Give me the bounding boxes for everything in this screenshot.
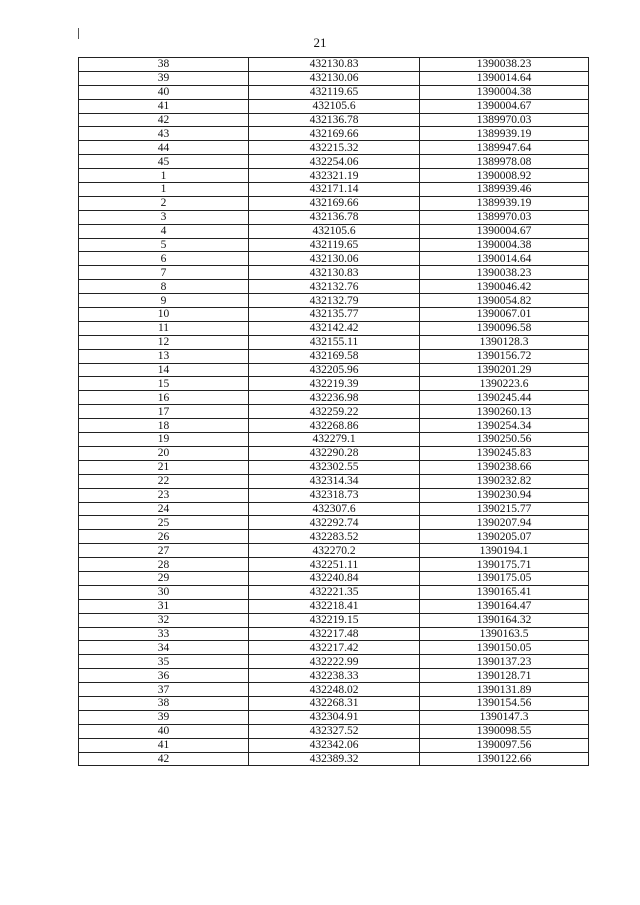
y-coordinate-cell: 1390223.6 <box>420 377 589 391</box>
point-number-cell: 23 <box>79 488 249 502</box>
table-row <box>79 335 589 349</box>
table-row <box>79 266 589 280</box>
table-row <box>79 724 589 738</box>
point-number-cell: 29 <box>79 571 249 585</box>
point-number-cell: 45 <box>79 155 249 169</box>
x-coordinate-cell: 432169.66 <box>249 196 420 210</box>
x-coordinate-cell: 432215.32 <box>249 141 420 155</box>
x-coordinate-cell: 432248.02 <box>249 683 420 697</box>
point-number-cell: 31 <box>79 599 249 613</box>
x-coordinate-cell: 432217.48 <box>249 627 420 641</box>
y-coordinate-cell: 1390131.89 <box>420 683 589 697</box>
point-number-cell: 40 <box>79 724 249 738</box>
point-number-cell: 22 <box>79 474 249 488</box>
x-coordinate-cell: 432342.06 <box>249 738 420 752</box>
x-coordinate-cell: 432105.6 <box>249 224 420 238</box>
table-row <box>79 252 589 266</box>
x-coordinate-cell: 432236.98 <box>249 391 420 405</box>
table-row <box>79 641 589 655</box>
table-row <box>79 71 589 85</box>
x-coordinate-cell: 432130.06 <box>249 252 420 266</box>
x-coordinate-cell: 432119.65 <box>249 85 420 99</box>
point-number-cell: 11 <box>79 321 249 335</box>
y-coordinate-cell: 1390014.64 <box>420 71 589 85</box>
y-coordinate-cell: 1390175.71 <box>420 558 589 572</box>
point-number-cell: 44 <box>79 141 249 155</box>
table-row <box>79 391 589 405</box>
y-coordinate-cell: 1390245.44 <box>420 391 589 405</box>
point-number-cell: 16 <box>79 391 249 405</box>
x-coordinate-cell: 432219.15 <box>249 613 420 627</box>
x-coordinate-cell: 432119.65 <box>249 238 420 252</box>
table-row <box>79 210 589 224</box>
y-coordinate-cell: 1390004.38 <box>420 85 589 99</box>
point-number-cell: 41 <box>79 738 249 752</box>
x-coordinate-cell: 432321.19 <box>249 169 420 183</box>
point-number-cell: 32 <box>79 613 249 627</box>
y-coordinate-cell: 1390154.56 <box>420 696 589 710</box>
table-row <box>79 321 589 335</box>
x-coordinate-cell: 432268.31 <box>249 696 420 710</box>
table-row <box>79 544 589 558</box>
x-coordinate-cell: 432105.6 <box>249 99 420 113</box>
y-coordinate-cell: 1389947.64 <box>420 141 589 155</box>
x-coordinate-cell: 432136.78 <box>249 210 420 224</box>
point-number-cell: 8 <box>79 280 249 294</box>
point-number-cell: 5 <box>79 238 249 252</box>
table-row <box>79 752 589 766</box>
x-coordinate-cell: 432219.39 <box>249 377 420 391</box>
table-row <box>79 196 589 210</box>
x-coordinate-cell: 432304.91 <box>249 710 420 724</box>
y-coordinate-cell: 1390164.47 <box>420 599 589 613</box>
coordinates-table <box>78 57 589 766</box>
y-coordinate-cell: 1390201.29 <box>420 363 589 377</box>
x-coordinate-cell: 432142.42 <box>249 321 420 335</box>
y-coordinate-cell: 1390128.71 <box>420 669 589 683</box>
x-coordinate-cell: 432132.79 <box>249 294 420 308</box>
x-coordinate-cell: 432132.76 <box>249 280 420 294</box>
y-coordinate-cell: 1389939.19 <box>420 127 589 141</box>
y-coordinate-cell: 1390215.77 <box>420 502 589 516</box>
point-number-cell: 38 <box>79 696 249 710</box>
point-number-cell: 40 <box>79 85 249 99</box>
x-coordinate-cell: 432155.11 <box>249 335 420 349</box>
x-coordinate-cell: 432169.66 <box>249 127 420 141</box>
x-coordinate-cell: 432130.83 <box>249 58 420 72</box>
table-row <box>79 308 589 322</box>
point-number-cell: 12 <box>79 335 249 349</box>
y-coordinate-cell: 1390164.32 <box>420 613 589 627</box>
y-coordinate-cell: 1390250.56 <box>420 433 589 447</box>
table-row <box>79 405 589 419</box>
x-coordinate-cell: 432135.77 <box>249 308 420 322</box>
point-number-cell: 42 <box>79 113 249 127</box>
y-coordinate-cell: 1390163.5 <box>420 627 589 641</box>
table-row <box>79 460 589 474</box>
x-coordinate-cell: 432130.83 <box>249 266 420 280</box>
x-coordinate-cell: 432318.73 <box>249 488 420 502</box>
y-coordinate-cell: 1390122.66 <box>420 752 589 766</box>
table-row <box>79 655 589 669</box>
point-number-cell: 39 <box>79 710 249 724</box>
point-number-cell: 35 <box>79 655 249 669</box>
table-row <box>79 558 589 572</box>
table-row <box>79 474 589 488</box>
table-row <box>79 155 589 169</box>
point-number-cell: 18 <box>79 419 249 433</box>
table-row <box>79 58 589 72</box>
y-coordinate-cell: 1390165.41 <box>420 585 589 599</box>
x-coordinate-cell: 432302.55 <box>249 460 420 474</box>
point-number-cell: 43 <box>79 127 249 141</box>
y-coordinate-cell: 1390046.42 <box>420 280 589 294</box>
y-coordinate-cell: 1390147.3 <box>420 710 589 724</box>
y-coordinate-cell: 1390038.23 <box>420 266 589 280</box>
y-coordinate-cell: 1390097.56 <box>420 738 589 752</box>
x-coordinate-cell: 432283.52 <box>249 530 420 544</box>
y-coordinate-cell: 1390004.67 <box>420 99 589 113</box>
point-number-cell: 20 <box>79 446 249 460</box>
x-coordinate-cell: 432279.1 <box>249 433 420 447</box>
point-number-cell: 28 <box>79 558 249 572</box>
point-number-cell: 17 <box>79 405 249 419</box>
point-number-cell: 30 <box>79 585 249 599</box>
point-number-cell: 42 <box>79 752 249 766</box>
point-number-cell: 4 <box>79 224 249 238</box>
table-row <box>79 349 589 363</box>
x-coordinate-cell: 432218.41 <box>249 599 420 613</box>
table-row <box>79 599 589 613</box>
point-number-cell: 7 <box>79 266 249 280</box>
table-row <box>79 669 589 683</box>
y-coordinate-cell: 1390014.64 <box>420 252 589 266</box>
y-coordinate-cell: 1390150.05 <box>420 641 589 655</box>
y-coordinate-cell: 1390238.66 <box>420 460 589 474</box>
table-row <box>79 585 589 599</box>
point-number-cell: 3 <box>79 210 249 224</box>
table-row <box>79 613 589 627</box>
point-number-cell: 19 <box>79 433 249 447</box>
point-number-cell: 9 <box>79 294 249 308</box>
table-row <box>79 141 589 155</box>
table-row <box>79 488 589 502</box>
point-number-cell: 13 <box>79 349 249 363</box>
point-number-cell: 14 <box>79 363 249 377</box>
table-row <box>79 377 589 391</box>
y-coordinate-cell: 1390098.55 <box>420 724 589 738</box>
table-row <box>79 419 589 433</box>
point-number-cell: 27 <box>79 544 249 558</box>
point-number-cell: 24 <box>79 502 249 516</box>
y-coordinate-cell: 1389970.03 <box>420 113 589 127</box>
table-row <box>79 363 589 377</box>
x-coordinate-cell: 432268.86 <box>249 419 420 433</box>
y-coordinate-cell: 1390232.82 <box>420 474 589 488</box>
x-coordinate-cell: 432292.74 <box>249 516 420 530</box>
table-row <box>79 294 589 308</box>
table-row <box>79 710 589 724</box>
x-coordinate-cell: 432205.96 <box>249 363 420 377</box>
x-coordinate-cell: 432169.58 <box>249 349 420 363</box>
table-row <box>79 446 589 460</box>
x-coordinate-cell: 432171.14 <box>249 183 420 197</box>
y-coordinate-cell: 1390175.05 <box>420 571 589 585</box>
x-coordinate-cell: 432270.2 <box>249 544 420 558</box>
y-coordinate-cell: 1390230.94 <box>420 488 589 502</box>
y-coordinate-cell: 1390207.94 <box>420 516 589 530</box>
y-coordinate-cell: 1390038.23 <box>420 58 589 72</box>
point-number-cell: 21 <box>79 460 249 474</box>
point-number-cell: 26 <box>79 530 249 544</box>
table-row <box>79 571 589 585</box>
coordinates-table-body <box>79 58 589 766</box>
x-coordinate-cell: 432251.11 <box>249 558 420 572</box>
x-coordinate-cell: 432290.28 <box>249 446 420 460</box>
y-coordinate-cell: 1389970.03 <box>420 210 589 224</box>
table-row <box>79 113 589 127</box>
x-coordinate-cell: 432307.6 <box>249 502 420 516</box>
page-number: 21 <box>313 35 327 50</box>
x-coordinate-cell: 432240.84 <box>249 571 420 585</box>
table-row <box>79 627 589 641</box>
table-row <box>79 696 589 710</box>
table-row <box>79 238 589 252</box>
table-row <box>79 516 589 530</box>
point-number-cell: 10 <box>79 308 249 322</box>
table-row <box>79 738 589 752</box>
x-coordinate-cell: 432389.32 <box>249 752 420 766</box>
x-coordinate-cell: 432238.33 <box>249 669 420 683</box>
table-row <box>79 280 589 294</box>
table-row <box>79 683 589 697</box>
table-row <box>79 169 589 183</box>
point-number-cell: 36 <box>79 669 249 683</box>
x-coordinate-cell: 432222.99 <box>249 655 420 669</box>
point-number-cell: 39 <box>79 71 249 85</box>
y-coordinate-cell: 1390194.1 <box>420 544 589 558</box>
x-coordinate-cell: 432259.22 <box>249 405 420 419</box>
point-number-cell: 1 <box>79 169 249 183</box>
y-coordinate-cell: 1390004.67 <box>420 224 589 238</box>
y-coordinate-cell: 1389939.46 <box>420 183 589 197</box>
y-coordinate-cell: 1390156.72 <box>420 349 589 363</box>
table-row <box>79 99 589 113</box>
y-coordinate-cell: 1390067.01 <box>420 308 589 322</box>
point-number-cell: 33 <box>79 627 249 641</box>
point-number-cell: 25 <box>79 516 249 530</box>
table-row <box>79 127 589 141</box>
point-number-cell: 2 <box>79 196 249 210</box>
point-number-cell: 6 <box>79 252 249 266</box>
x-coordinate-cell: 432221.35 <box>249 585 420 599</box>
y-coordinate-cell: 1390137.23 <box>420 655 589 669</box>
y-coordinate-cell: 1389939.19 <box>420 196 589 210</box>
point-number-cell: 37 <box>79 683 249 697</box>
point-number-cell: 15 <box>79 377 249 391</box>
y-coordinate-cell: 1390245.83 <box>420 446 589 460</box>
y-coordinate-cell: 1390054.82 <box>420 294 589 308</box>
x-coordinate-cell: 432136.78 <box>249 113 420 127</box>
table-row <box>79 183 589 197</box>
point-number-cell: 1 <box>79 183 249 197</box>
table-row <box>79 502 589 516</box>
table-row <box>79 433 589 447</box>
point-number-cell: 34 <box>79 641 249 655</box>
point-number-cell: 41 <box>79 99 249 113</box>
x-coordinate-cell: 432130.06 <box>249 71 420 85</box>
y-coordinate-cell: 1390205.07 <box>420 530 589 544</box>
y-coordinate-cell: 1390128.3 <box>420 335 589 349</box>
table-row <box>79 224 589 238</box>
point-number-cell: 38 <box>79 58 249 72</box>
x-coordinate-cell: 432327.52 <box>249 724 420 738</box>
x-coordinate-cell: 432254.06 <box>249 155 420 169</box>
table-row <box>79 85 589 99</box>
y-coordinate-cell: 1390260.13 <box>420 405 589 419</box>
y-coordinate-cell: 1390096.58 <box>420 321 589 335</box>
y-coordinate-cell: 1390008.92 <box>420 169 589 183</box>
x-coordinate-cell: 432217.42 <box>249 641 420 655</box>
x-coordinate-cell: 432314.34 <box>249 474 420 488</box>
table-row <box>79 530 589 544</box>
y-coordinate-cell: 1389978.08 <box>420 155 589 169</box>
y-coordinate-cell: 1390004.38 <box>420 238 589 252</box>
y-coordinate-cell: 1390254.34 <box>420 419 589 433</box>
